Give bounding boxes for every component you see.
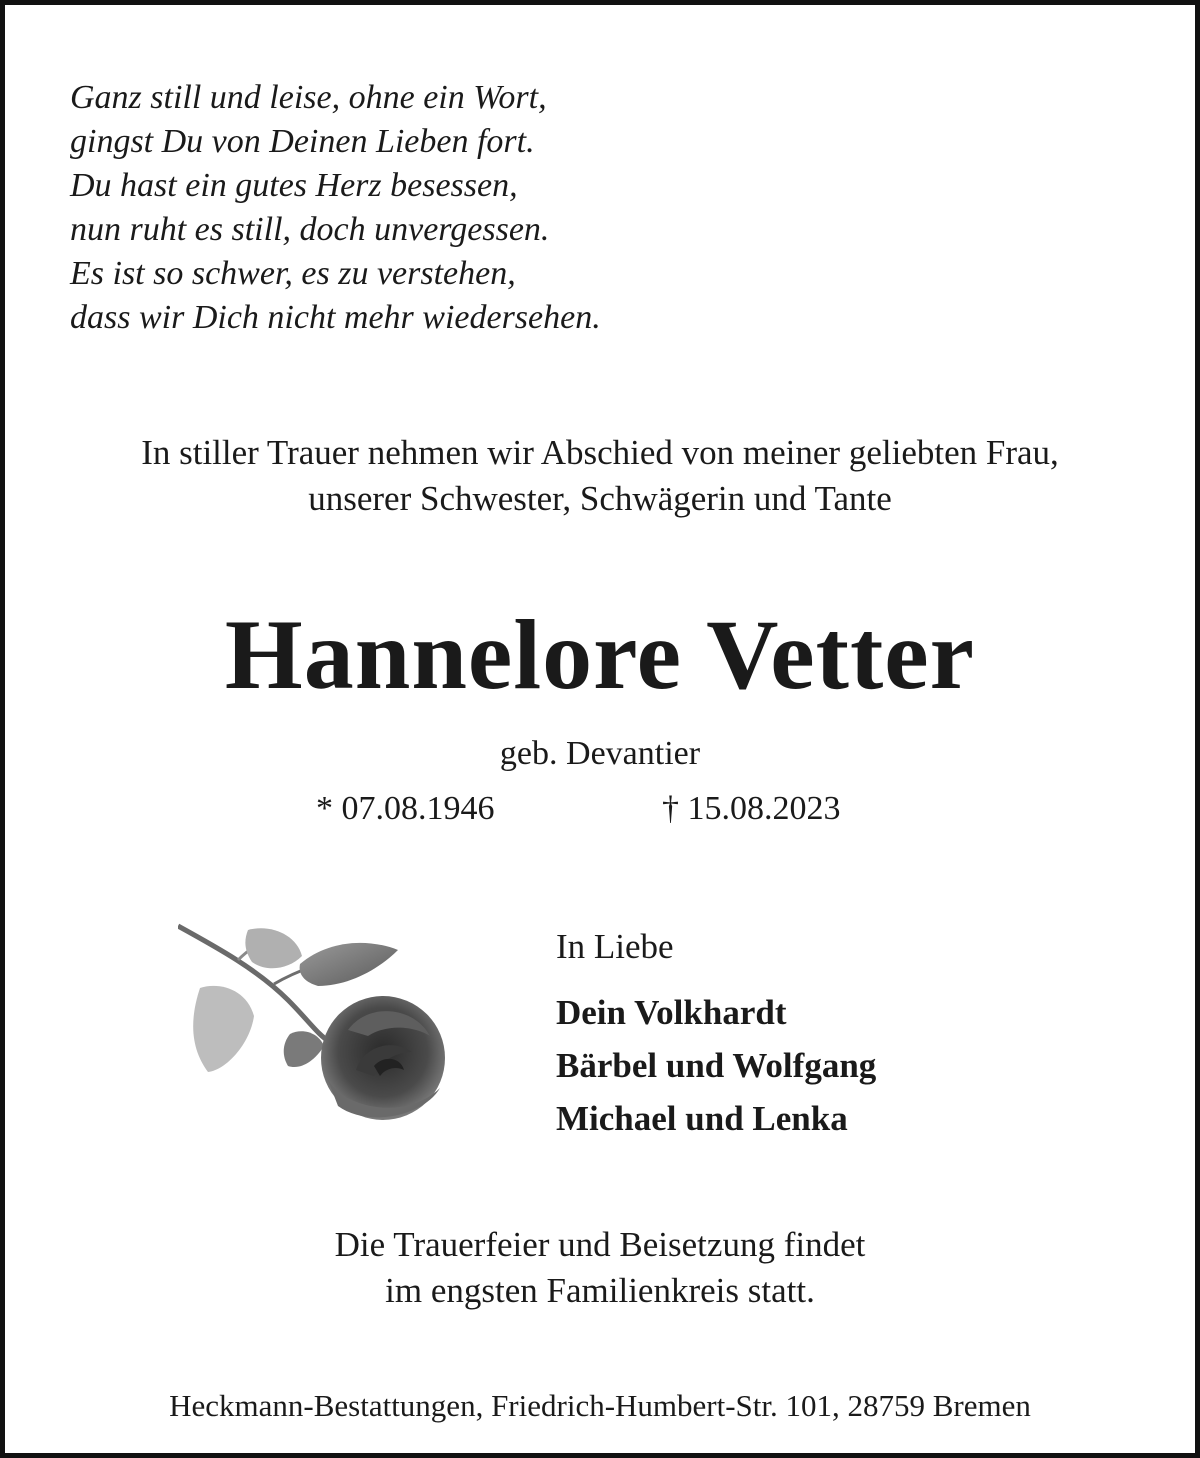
intro-line: unserer Schwester, Schwägerin und Tante [308,479,892,518]
rose-icon [178,920,458,1130]
mourner-name: Michael und Lenka [556,1099,848,1138]
mourner-name: Bärbel und Wolfgang [556,1046,877,1085]
poem-line: nun ruht es still, doch unvergessen. [70,211,550,248]
poem-line: Es ist so schwer, es zu verstehen, [70,255,516,292]
poem-line: Ganz still und leise, ohne ein Wort, [70,79,547,116]
death-date: † 15.08.2023 [662,790,841,827]
mourner-name: Dein Volkhardt [556,993,787,1032]
ceremony-line: Die Trauerfeier und Beisetzung findet [334,1225,866,1264]
ceremony-note [0,1222,1200,1314]
deceased-name: Hannelore Vetter [224,599,976,710]
birth-name: geb. Devantier [499,735,701,772]
poem [70,76,601,340]
funeral-home-address: Heckmann-Bestattungen, Friedrich-Humbert-Str. 101, 28759 Bremen [169,1388,1031,1423]
ceremony-line: im engsten Familienkreis statt. [385,1271,815,1310]
mourners-block [556,924,876,1145]
poem-line: gingst Du von Deinen Lieben fort. [70,123,535,160]
mourners-intro: In Liebe [556,927,674,966]
birth-date: * 07.08.1946 [316,790,495,827]
mourning-intro [0,430,1200,522]
poem-line: Du hast ein gutes Herz besessen, [70,167,518,204]
intro-line: In stiller Trauer nehmen wir Abschied von meiner geliebten Frau, [141,433,1059,472]
poem-line: dass wir Dich nicht mehr wiedersehen. [70,299,601,336]
